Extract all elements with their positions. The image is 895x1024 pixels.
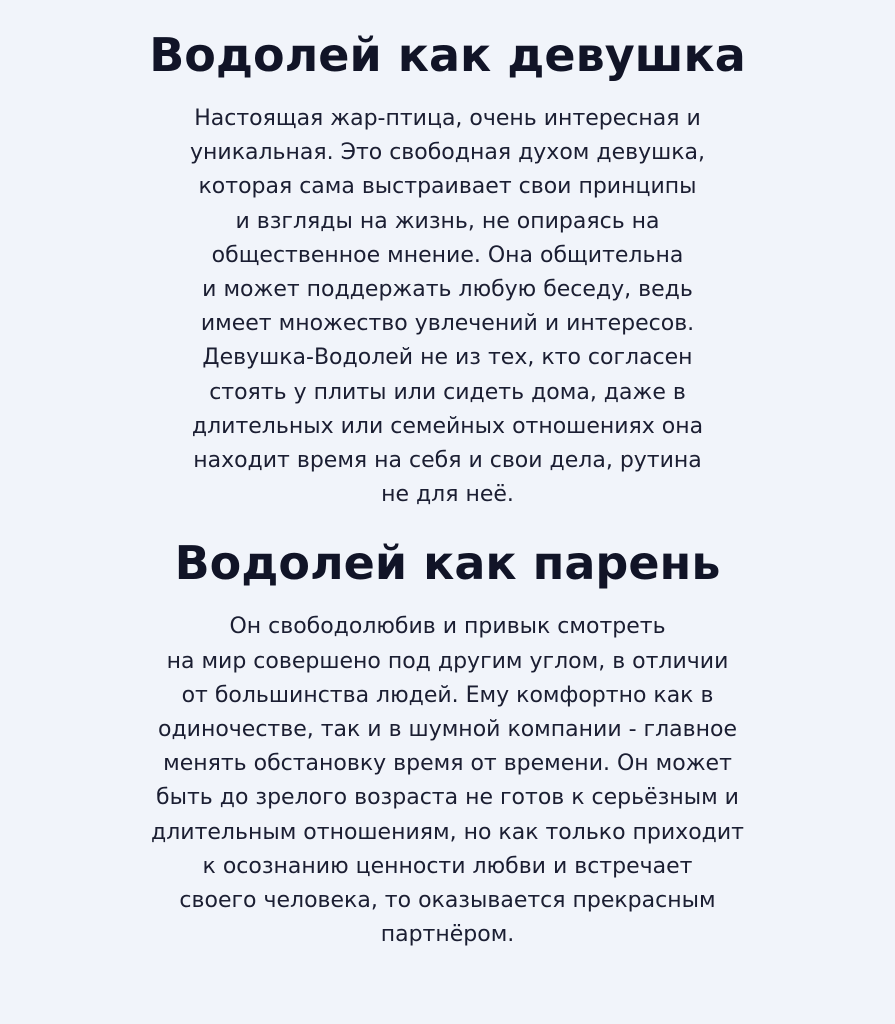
text-line: находит время на себя и свои дела, рутина: [193, 448, 702, 474]
text-line: от большинства людей. Ему комфортно как в: [181, 682, 714, 708]
section-aquarius-girl: [0, 26, 895, 512]
section-title-boy: Водолей как парень: [174, 536, 721, 591]
text-line: Настоящая жар-птица, очень интересная и: [194, 106, 701, 131]
text-line: Девушка-Водолей не из тех, кто согласен: [202, 345, 693, 371]
text-line: Он свободолюбив и привык смотреть: [229, 614, 666, 640]
section-title-girl: Водолей как девушка: [149, 28, 746, 82]
text-line: одиночестве, так и в шумной компании - главное: [157, 717, 737, 743]
section-aquarius-boy: [0, 534, 895, 952]
text-line: партнёром.: [380, 922, 515, 948]
text-line: быть до зрелого возраста не готов к серьёзным и: [156, 785, 739, 811]
paragraph-girl: [0, 102, 895, 512]
text-line: длительным отношениям, но как только приходит: [151, 819, 744, 845]
text-line: общественное мнение. Она общительна: [211, 242, 684, 268]
paragraph-boy: [0, 610, 895, 952]
text-line: к осознанию ценности любви и встречает: [202, 853, 693, 879]
text-line: менять обстановку время от времени. Он может: [163, 751, 732, 777]
text-line: стоять у плиты или сидеть дома, даже в: [209, 379, 686, 405]
text-line: и может поддержать любую беседу, ведь: [202, 277, 693, 303]
text-line: уникальная. Это свободная духом девушка,: [190, 140, 705, 166]
text-line: не для неё.: [381, 482, 514, 508]
text-line: и взгляды на жизнь, не опираясь на: [235, 208, 660, 234]
text-line: имеет множество увлечений и интересов.: [200, 311, 695, 337]
text-line: длительных или семейных отношениях она: [191, 413, 704, 439]
text-line: которая сама выстраивает свои принципы: [198, 174, 697, 200]
text-line: своего человека, то оказывается прекрасным: [179, 888, 716, 914]
text-line: на мир совершено под другим углом, в отличии: [166, 648, 729, 674]
